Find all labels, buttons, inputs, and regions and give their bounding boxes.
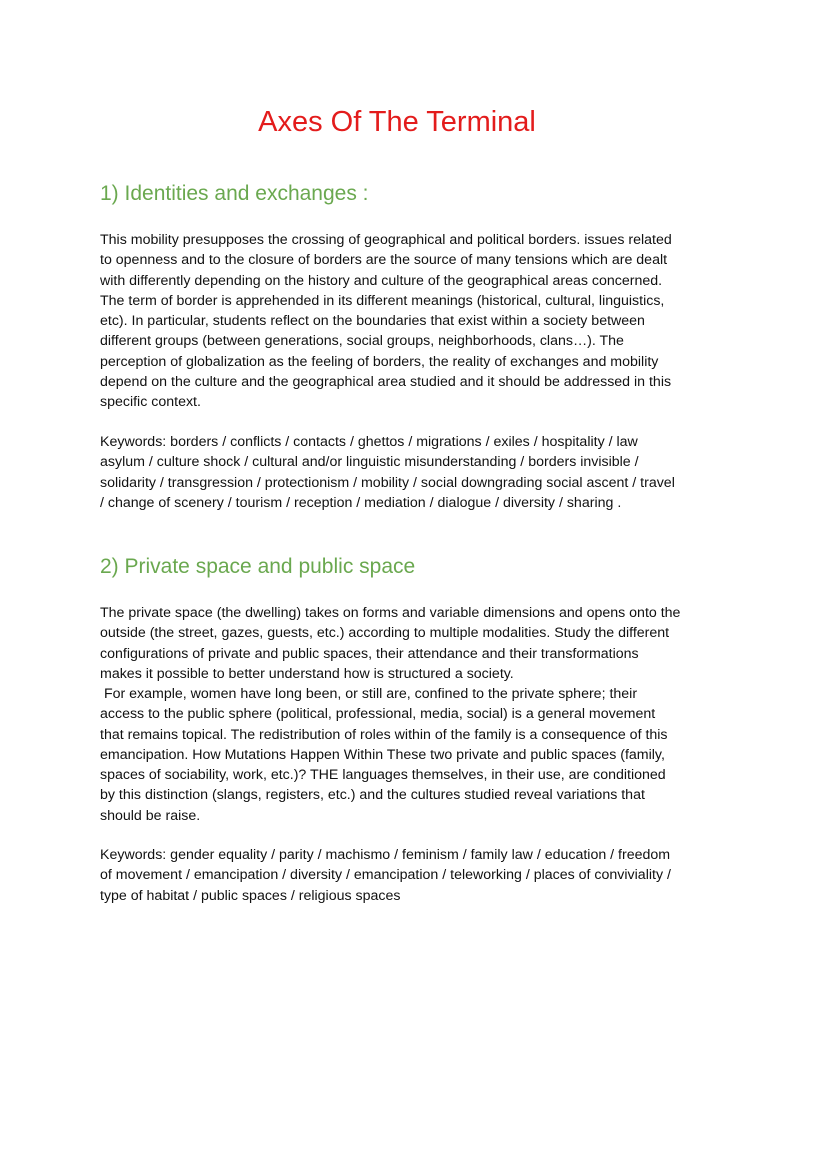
section-keywords-identities: [100, 432, 740, 513]
text-line: specific context.: [100, 394, 201, 410]
section-heading-identities: 1) Identities and exchanges :: [100, 182, 369, 205]
text-line: type of habitat / public spaces / religious spaces: [100, 887, 401, 904]
text-line: should be raise.: [100, 807, 201, 824]
text-line: etc). In particular, students reflect on the boundaries that exist within a society between: [100, 313, 645, 329]
text-line: The term of border is apprehended in its different meanings (historical, cultural, linguistics,: [100, 292, 665, 309]
text-line: to openness and to the closure of borders are the source of many tensions which are dealt: [100, 252, 668, 269]
section-heading-private-public: 2) Private space and public space: [100, 555, 416, 578]
text-line: solidarity / transgression / protectionism / mobility / social downgrading social ascent / travel: [100, 474, 675, 491]
text-line: Keywords: borders / conflicts / contacts / ghettos / migrations / exiles / hospitality / law: [100, 434, 638, 450]
text-line: The private space (the dwelling) takes on forms and variable dimensions and opens onto the: [100, 605, 681, 621]
text-line: For example, women have long been, or still are, confined to the private sphere; their: [100, 686, 638, 702]
text-line: different groups (between generations, social groups, neighborhoods, clans…). The: [100, 333, 624, 350]
text-line: by this distinction (slangs, registers, etc.) and the cultures studied reveal variations that: [100, 787, 645, 804]
section-body-identities: [100, 230, 740, 412]
text-line: access to the public sphere (political, professional, media, social) is a general movement: [100, 706, 656, 723]
text-line: / change of scenery / tourism / reception / mediation / dialogue / diversity / sharing .: [100, 494, 622, 511]
text-line: of movement / emancipation / diversity / emancipation / teleworking / places of conviviality /: [100, 867, 671, 884]
page-title: Axes Of The Terminal: [258, 106, 536, 138]
text-line: This mobility presupposes the crossing of geographical and political borders. issues related: [100, 232, 672, 248]
section-keywords-private-public: [100, 845, 740, 906]
text-line: makes it possible to better understand how is structured a society.: [100, 665, 514, 682]
text-line: asylum / culture shock / cultural and/or linguistic misunderstanding / borders invisible /: [100, 454, 639, 471]
text-line: that remains topical. The redistribution of roles within of the family is a consequence of this: [100, 726, 668, 743]
text-line: with differently depending on the history and culture of the geographical areas concerned.: [100, 272, 663, 289]
text-line: spaces of sociability, work, etc.)? THE languages themselves, in their use, are conditioned: [100, 767, 666, 783]
text-line: perception of globalization as the feeling of borders, the reality of exchanges and mobility: [100, 353, 659, 370]
text-line: Keywords: gender equality / parity / machismo / feminism / family law / education / freedom: [100, 847, 671, 863]
section-body-private-public: [100, 603, 740, 826]
text-line: depend on the culture and the geographical area studied and it should be addressed in this: [100, 373, 672, 390]
text-line: configurations of private and public spaces, their attendance and their transformations: [100, 645, 639, 662]
text-line: emancipation. How Mutations Happen Within These two private and public spaces (family,: [100, 746, 665, 763]
text-line: outside (the street, gazes, guests, etc.) according to multiple modalities. Study the different: [100, 625, 670, 642]
